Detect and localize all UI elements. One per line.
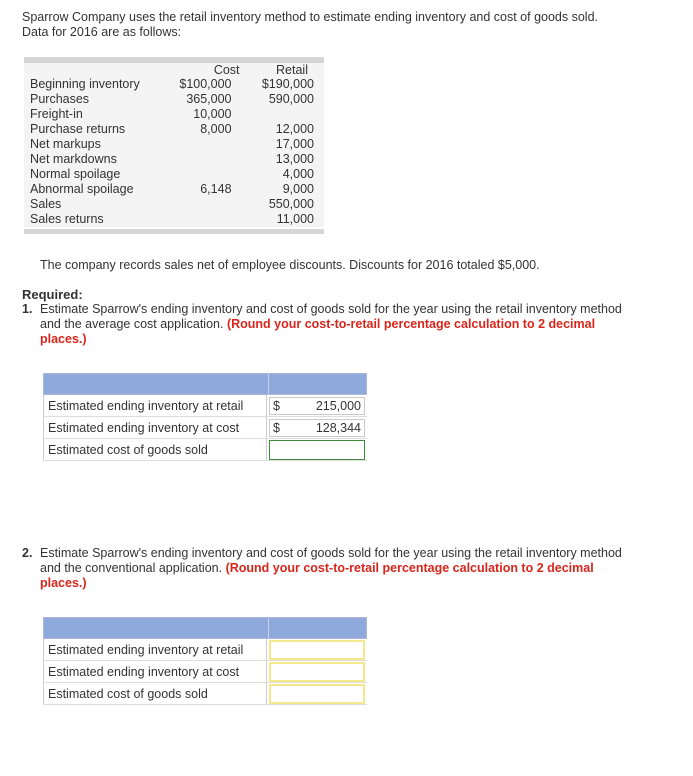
table-row: [24, 212, 324, 227]
answer-row: [43, 417, 367, 439]
currency-symbol: $: [273, 398, 280, 413]
ending-inventory-retail-input[interactable]: [269, 397, 365, 415]
table-row: [24, 137, 324, 152]
answer-row: [43, 661, 367, 683]
intro-line-2: Data for 2016 are as follows:: [22, 25, 182, 39]
cost-value: 8,000: [200, 122, 232, 136]
column-header-retail: Retail: [276, 63, 308, 77]
table-row: [24, 167, 324, 182]
retail-value: 13,000: [275, 152, 314, 166]
row-label: Sales: [30, 197, 62, 211]
retail-value: 590,000: [268, 92, 314, 106]
required-title: Required:: [22, 287, 83, 302]
answer-row: [43, 439, 367, 461]
inventory-data-table: [24, 57, 324, 227]
ending-inventory-cost-input[interactable]: [269, 419, 365, 437]
row-label: Net markups: [30, 137, 101, 151]
retail-value: 550,000: [268, 197, 314, 211]
answer-row-label: Estimated cost of goods sold: [43, 683, 267, 704]
answer-row-label: Estimated ending inventory at retail: [43, 639, 267, 660]
requirement-text: Estimate Sparrow's ending inventory and cost of goods sold for the year using the retail inventory method and the average cost application.: [40, 302, 622, 331]
row-label: Purchases: [30, 92, 90, 106]
retail-value: 17,000: [275, 137, 314, 151]
table-row: [24, 152, 324, 167]
requirement-number: 2.: [22, 546, 33, 560]
answer-table-header: [43, 617, 367, 639]
requirement-text: Estimate Sparrow's ending inventory and cost of goods sold for the year using the retail inventory method and the conventional application.: [40, 546, 622, 575]
answer-row-label: Estimated cost of goods sold: [43, 439, 267, 460]
answer-row: [43, 683, 367, 705]
retail-value: 9,000: [282, 182, 314, 196]
answer-table-1: [43, 373, 367, 461]
required-section: [22, 287, 642, 347]
intro-line-1: Sparrow Company uses the retail inventory method to estimate ending inventory and cost of goods sold.: [22, 10, 599, 24]
cost-value: 6,148: [200, 182, 232, 196]
input-value: 128,344: [315, 420, 361, 435]
retail-value: 4,000: [282, 167, 314, 181]
cost-value: 365,000: [186, 92, 232, 106]
row-label: Beginning inventory: [30, 77, 140, 91]
input-value: 215,000: [315, 398, 361, 413]
cost-value: [173, 152, 254, 167]
cost-value: $100,000: [179, 77, 232, 91]
cost-value: [173, 197, 254, 212]
answer-row: [43, 395, 367, 417]
rounding-note: (Round your cost-to-retail percentage calculation to 2 decimal places.): [40, 561, 594, 590]
currency-symbol: $: [273, 420, 280, 435]
discount-note: The company records sales net of employee discounts. Discounts for 2016 totaled $5,000.: [40, 258, 540, 272]
answer-row-label: Estimated ending inventory at retail: [43, 395, 267, 416]
row-label: Normal spoilage: [30, 167, 121, 181]
row-label: Sales returns: [30, 212, 104, 226]
table-row: [24, 197, 324, 212]
cost-value: 10,000: [193, 107, 232, 121]
table-row: [24, 107, 324, 122]
retail-value: [254, 107, 324, 122]
ending-inventory-retail-input[interactable]: [269, 640, 365, 660]
row-label: Freight-in: [30, 107, 83, 121]
requirement-number: 1.: [22, 302, 33, 316]
table-header-blank: [24, 63, 173, 77]
column-header-cost: Cost: [213, 63, 240, 77]
row-label: Net markdowns: [30, 152, 117, 166]
requirement-2-section: [22, 546, 642, 591]
answer-row: [43, 639, 367, 661]
cost-of-goods-sold-input[interactable]: [269, 684, 365, 704]
answer-row-label: Estimated ending inventory at cost: [43, 661, 267, 682]
answer-table-2: [43, 617, 367, 705]
retail-value: 12,000: [275, 122, 314, 136]
table-row: [24, 77, 324, 92]
requirement-1: [22, 302, 642, 347]
cost-value: [173, 212, 254, 227]
problem-intro: [22, 10, 662, 40]
answer-table-header: [43, 373, 367, 395]
cost-of-goods-sold-input[interactable]: [269, 440, 365, 460]
table-row: [24, 92, 324, 107]
row-label: Purchase returns: [30, 122, 126, 136]
retail-value: 11,000: [276, 212, 314, 226]
cost-value: [173, 137, 254, 152]
answer-row-label: Estimated ending inventory at cost: [43, 417, 267, 438]
rounding-note: (Round your cost-to-retail percentage calculation to 2 decimal places.): [40, 317, 596, 346]
table-row: [24, 182, 324, 197]
retail-value: $190,000: [261, 77, 314, 91]
table-bottom-band: [24, 229, 324, 234]
requirement-2: [22, 546, 642, 591]
row-label: Abnormal spoilage: [30, 182, 134, 196]
ending-inventory-cost-input[interactable]: [269, 662, 365, 682]
table-row: [24, 122, 324, 137]
cost-value: [173, 167, 254, 182]
